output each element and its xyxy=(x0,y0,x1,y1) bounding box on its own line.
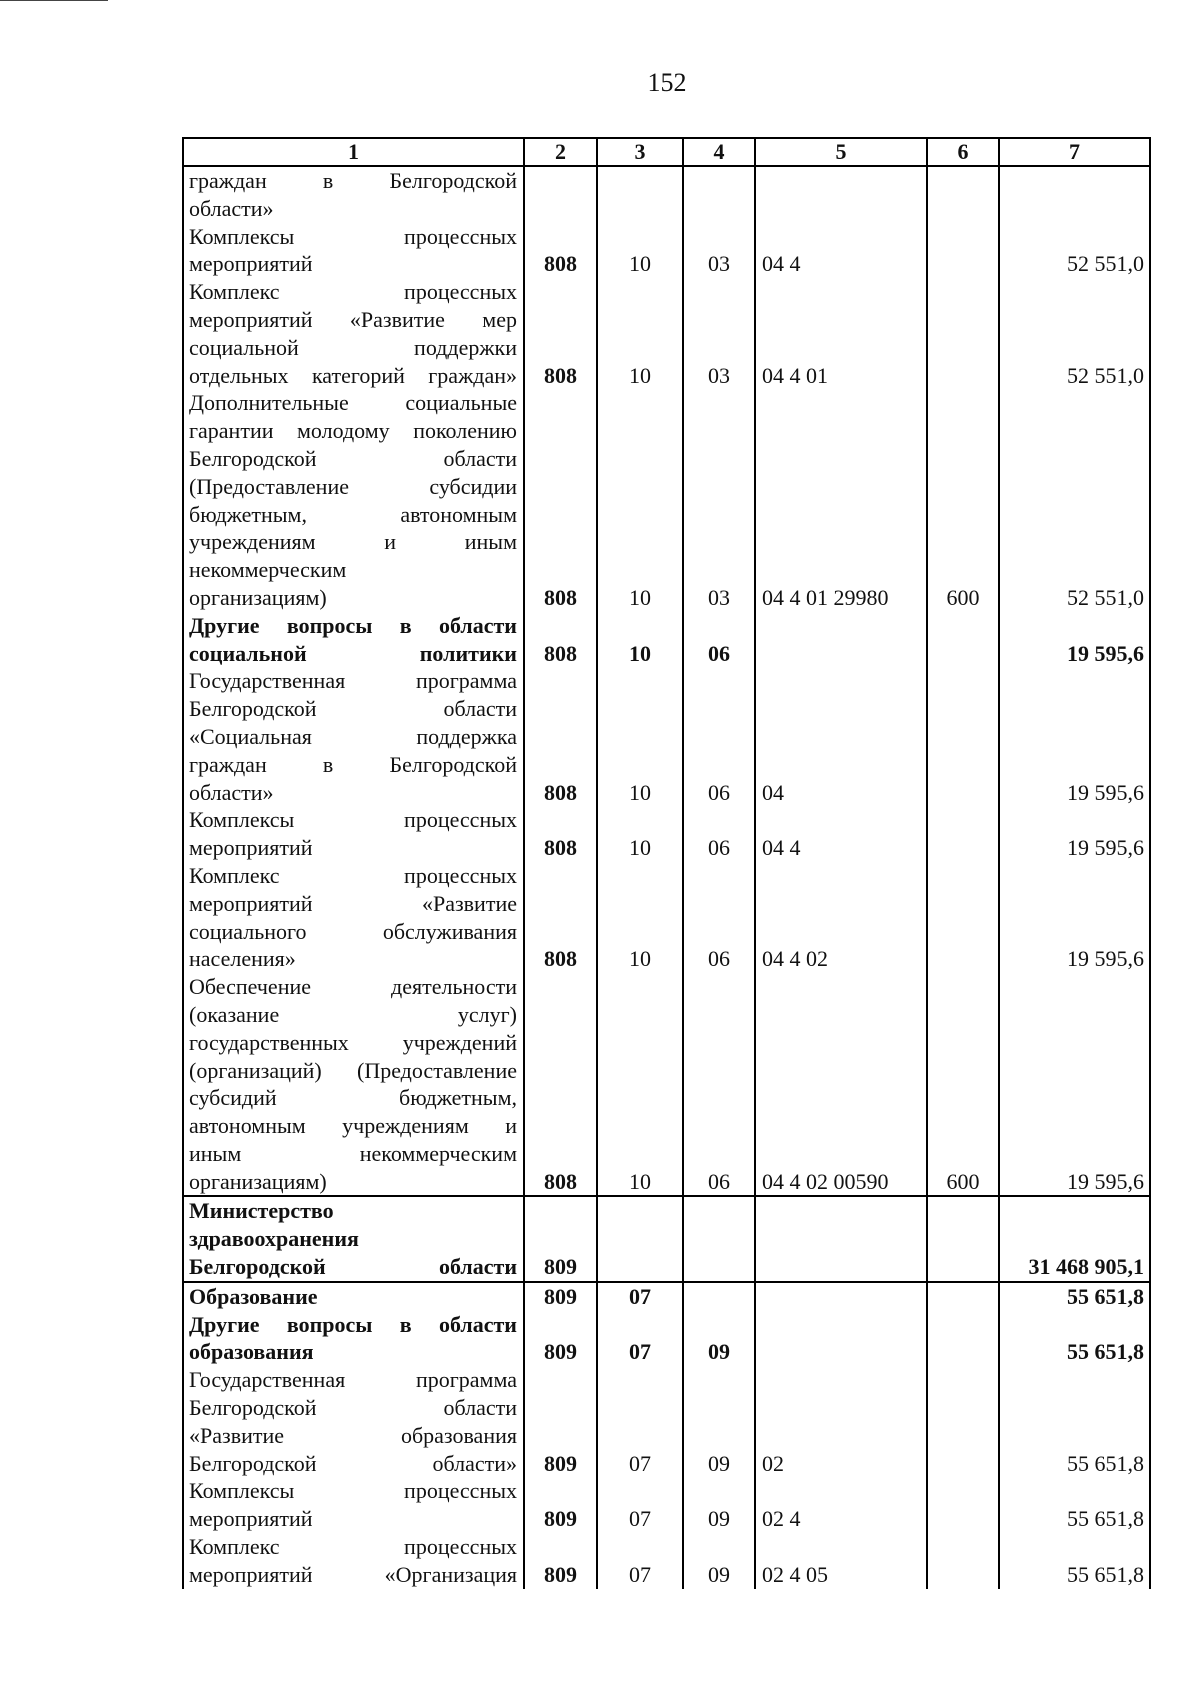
admin-code: 808 xyxy=(524,223,597,279)
target-code: 04 4 xyxy=(755,806,927,862)
expense-type xyxy=(927,1196,999,1281)
row-description xyxy=(183,278,524,389)
expense-type xyxy=(927,166,999,223)
section-code: 10 xyxy=(597,862,683,973)
amount: 55 651,8 xyxy=(999,1282,1150,1311)
description-line: государственных учреждений xyxy=(189,1029,517,1055)
subsection-code: 09 xyxy=(683,1366,755,1477)
amount: 19 595,6 xyxy=(999,667,1150,806)
subsection-code: 06 xyxy=(683,667,755,806)
section-code: 10 xyxy=(597,973,683,1196)
admin-code: 809 xyxy=(524,1477,597,1533)
admin-code: 809 xyxy=(524,1282,597,1311)
row-description xyxy=(183,1366,524,1477)
budget-table xyxy=(182,137,1151,1589)
row-description xyxy=(183,1196,524,1281)
table-row xyxy=(183,1366,1150,1477)
description-line: Белгородской области xyxy=(189,696,517,722)
description-line: субсидий бюджетным, xyxy=(189,1085,517,1111)
corner-rule xyxy=(0,0,108,1)
description-line: бюджетным, автономным xyxy=(189,501,517,527)
description-line: Министерство xyxy=(189,1198,334,1224)
subsection-code: 03 xyxy=(683,389,755,611)
target-code: 04 4 01 xyxy=(755,278,927,389)
page-number: 152 xyxy=(647,68,687,97)
section-code: 07 xyxy=(597,1477,683,1533)
subsection-code: 06 xyxy=(683,862,755,973)
header-row xyxy=(183,138,1150,166)
expense-type xyxy=(927,1366,999,1477)
admin-code: 809 xyxy=(524,1196,597,1281)
description-line: автономным учреждениям и xyxy=(189,1113,517,1139)
subsection-code: 06 xyxy=(683,612,755,668)
description-line: отдельных категорий граждан» xyxy=(189,362,517,388)
description-line: Образование xyxy=(189,1283,318,1309)
subsection-code xyxy=(683,1196,755,1281)
target-code: 02 4 05 xyxy=(755,1533,927,1589)
description-line: гарантии молодому поколению xyxy=(189,418,517,444)
target-code: 04 4 xyxy=(755,223,927,279)
subsection-code: 03 xyxy=(683,223,755,279)
column-header: 4 xyxy=(683,138,755,166)
target-code xyxy=(755,612,927,668)
admin-code: 808 xyxy=(524,667,597,806)
description-line: организациям) xyxy=(189,584,327,610)
expense-type xyxy=(927,667,999,806)
description-line: организациям) xyxy=(189,1168,327,1194)
expense-type xyxy=(927,1533,999,1589)
table-row xyxy=(183,278,1150,389)
section-code: 07 xyxy=(597,1282,683,1311)
column-header: 6 xyxy=(927,138,999,166)
expense-type xyxy=(927,1477,999,1533)
target-code: 04 4 01 29980 xyxy=(755,389,927,611)
table-row xyxy=(183,862,1150,973)
target-code: 02 4 xyxy=(755,1477,927,1533)
description-line: Другие вопросы в области xyxy=(189,612,517,638)
description-line: (организаций) (Предоставление xyxy=(189,1057,517,1083)
subsection-code: 06 xyxy=(683,973,755,1196)
description-line: Комплексы процессных xyxy=(189,807,517,833)
description-line: социальной поддержки xyxy=(189,334,517,360)
table-row xyxy=(183,1196,1150,1281)
section-code: 10 xyxy=(597,389,683,611)
subsection-code: 03 xyxy=(683,278,755,389)
target-code xyxy=(755,1311,927,1367)
section-code xyxy=(597,1196,683,1281)
amount: 19 595,6 xyxy=(999,973,1150,1196)
target-code: 02 xyxy=(755,1366,927,1477)
row-description xyxy=(183,1282,524,1311)
section-code: 10 xyxy=(597,667,683,806)
row-description xyxy=(183,862,524,973)
row-description xyxy=(183,1477,524,1533)
amount xyxy=(999,166,1150,223)
expense-type xyxy=(927,862,999,973)
section-code: 10 xyxy=(597,278,683,389)
row-description xyxy=(183,973,524,1196)
row-description xyxy=(183,166,524,223)
admin-code: 808 xyxy=(524,973,597,1196)
amount: 31 468 905,1 xyxy=(999,1196,1150,1281)
table-row xyxy=(183,1282,1150,1311)
amount: 52 551,0 xyxy=(999,389,1150,611)
amount: 55 651,8 xyxy=(999,1533,1150,1589)
subsection-code xyxy=(683,1282,755,1311)
target-code: 04 4 02 xyxy=(755,862,927,973)
amount: 52 551,0 xyxy=(999,223,1150,279)
section-code: 10 xyxy=(597,806,683,862)
target-code xyxy=(755,1196,927,1281)
table-row xyxy=(183,973,1150,1196)
description-line: Комплекс процессных xyxy=(189,279,517,305)
description-line: учреждениям и иным xyxy=(189,529,517,555)
expense-type: 600 xyxy=(927,973,999,1196)
amount: 19 595,6 xyxy=(999,806,1150,862)
description-line: мероприятий xyxy=(189,251,313,277)
amount: 19 595,6 xyxy=(999,612,1150,668)
expense-type: 600 xyxy=(927,389,999,611)
description-line: области» xyxy=(189,779,274,805)
description-line: Комплексы процессных xyxy=(189,1478,517,1504)
column-header: 7 xyxy=(999,138,1150,166)
admin-code: 808 xyxy=(524,278,597,389)
target-code: 04 xyxy=(755,667,927,806)
subsection-code: 09 xyxy=(683,1477,755,1533)
description-line: граждан в Белгородской xyxy=(189,751,517,777)
description-line: Комплекс процессных xyxy=(189,1534,517,1560)
description-line: социального обслуживания xyxy=(189,918,517,944)
row-description xyxy=(183,667,524,806)
column-header: 2 xyxy=(524,138,597,166)
expense-type xyxy=(927,612,999,668)
target-code xyxy=(755,166,927,223)
description-line: граждан в Белгородской xyxy=(189,168,517,193)
description-line: Комплексы процессных xyxy=(189,223,517,249)
table-row xyxy=(183,1311,1150,1367)
table-row xyxy=(183,1533,1150,1589)
expense-type xyxy=(927,1282,999,1311)
description-line: мероприятий xyxy=(189,1506,313,1532)
table-row xyxy=(183,612,1150,668)
admin-code: 809 xyxy=(524,1366,597,1477)
amount: 55 651,8 xyxy=(999,1311,1150,1367)
expense-type xyxy=(927,278,999,389)
description-line: Дополнительные социальные xyxy=(189,390,517,416)
description-line: некоммерческим xyxy=(189,557,347,583)
amount: 52 551,0 xyxy=(999,278,1150,389)
row-description xyxy=(183,223,524,279)
column-header: 5 xyxy=(755,138,927,166)
subsection-code: 09 xyxy=(683,1533,755,1589)
admin-code: 809 xyxy=(524,1311,597,1367)
table-row xyxy=(183,166,1150,223)
description-line: Обеспечение деятельности xyxy=(189,974,517,1000)
admin-code xyxy=(524,166,597,223)
subsection-code: 06 xyxy=(683,806,755,862)
description-line: мероприятий «Организация xyxy=(189,1561,517,1587)
amount: 55 651,8 xyxy=(999,1477,1150,1533)
description-line: Белгородской области xyxy=(189,1395,517,1421)
description-line: мероприятий «Развитие мер xyxy=(189,306,517,332)
description-line: социальной политики xyxy=(189,640,517,666)
description-line: Белгородской области» xyxy=(189,1450,517,1476)
description-line: «Социальная поддержка xyxy=(189,723,517,749)
description-line: иным некоммерческим xyxy=(189,1140,517,1166)
description-line: Белгородской области xyxy=(189,1254,517,1280)
description-line: «Развитие образования xyxy=(189,1422,517,1448)
description-line: населения» xyxy=(189,946,296,972)
description-line: здравоохранения xyxy=(189,1226,359,1252)
description-line: (оказание услуг) xyxy=(189,1001,517,1027)
table-row xyxy=(183,223,1150,279)
expense-type xyxy=(927,1311,999,1367)
row-description xyxy=(183,612,524,668)
section-code: 10 xyxy=(597,612,683,668)
target-code: 04 4 02 00590 xyxy=(755,973,927,1196)
section-code: 07 xyxy=(597,1311,683,1367)
expense-type xyxy=(927,806,999,862)
description-line: мероприятий xyxy=(189,835,313,861)
expense-type xyxy=(927,223,999,279)
admin-code: 808 xyxy=(524,806,597,862)
description-line: Белгородской области xyxy=(189,445,517,471)
table-row xyxy=(183,806,1150,862)
section-code: 10 xyxy=(597,223,683,279)
column-header: 3 xyxy=(597,138,683,166)
row-description xyxy=(183,806,524,862)
admin-code: 808 xyxy=(524,862,597,973)
amount: 19 595,6 xyxy=(999,862,1150,973)
table-body xyxy=(183,166,1150,1589)
subsection-code: 09 xyxy=(683,1311,755,1367)
admin-code: 808 xyxy=(524,389,597,611)
table-row xyxy=(183,389,1150,611)
description-line: области» xyxy=(189,195,274,221)
row-description xyxy=(183,389,524,611)
row-description xyxy=(183,1533,524,1589)
section-code: 07 xyxy=(597,1533,683,1589)
admin-code: 809 xyxy=(524,1533,597,1589)
description-line: (Предоставление субсидии xyxy=(189,473,517,499)
section-code xyxy=(597,166,683,223)
amount: 55 651,8 xyxy=(999,1366,1150,1477)
description-line: Государственная программа xyxy=(189,1367,517,1393)
description-line: образования xyxy=(189,1339,314,1365)
target-code xyxy=(755,1282,927,1311)
row-description xyxy=(183,1311,524,1367)
table-row xyxy=(183,1477,1150,1533)
subsection-code xyxy=(683,166,755,223)
description-line: Другие вопросы в области xyxy=(189,1311,517,1337)
section-code: 07 xyxy=(597,1366,683,1477)
description-line: Комплекс процессных xyxy=(189,862,517,888)
admin-code: 808 xyxy=(524,612,597,668)
description-line: Государственная программа xyxy=(189,668,517,694)
column-header: 1 xyxy=(183,138,524,166)
table-row xyxy=(183,667,1150,806)
description-line: мероприятий «Развитие xyxy=(189,890,517,916)
